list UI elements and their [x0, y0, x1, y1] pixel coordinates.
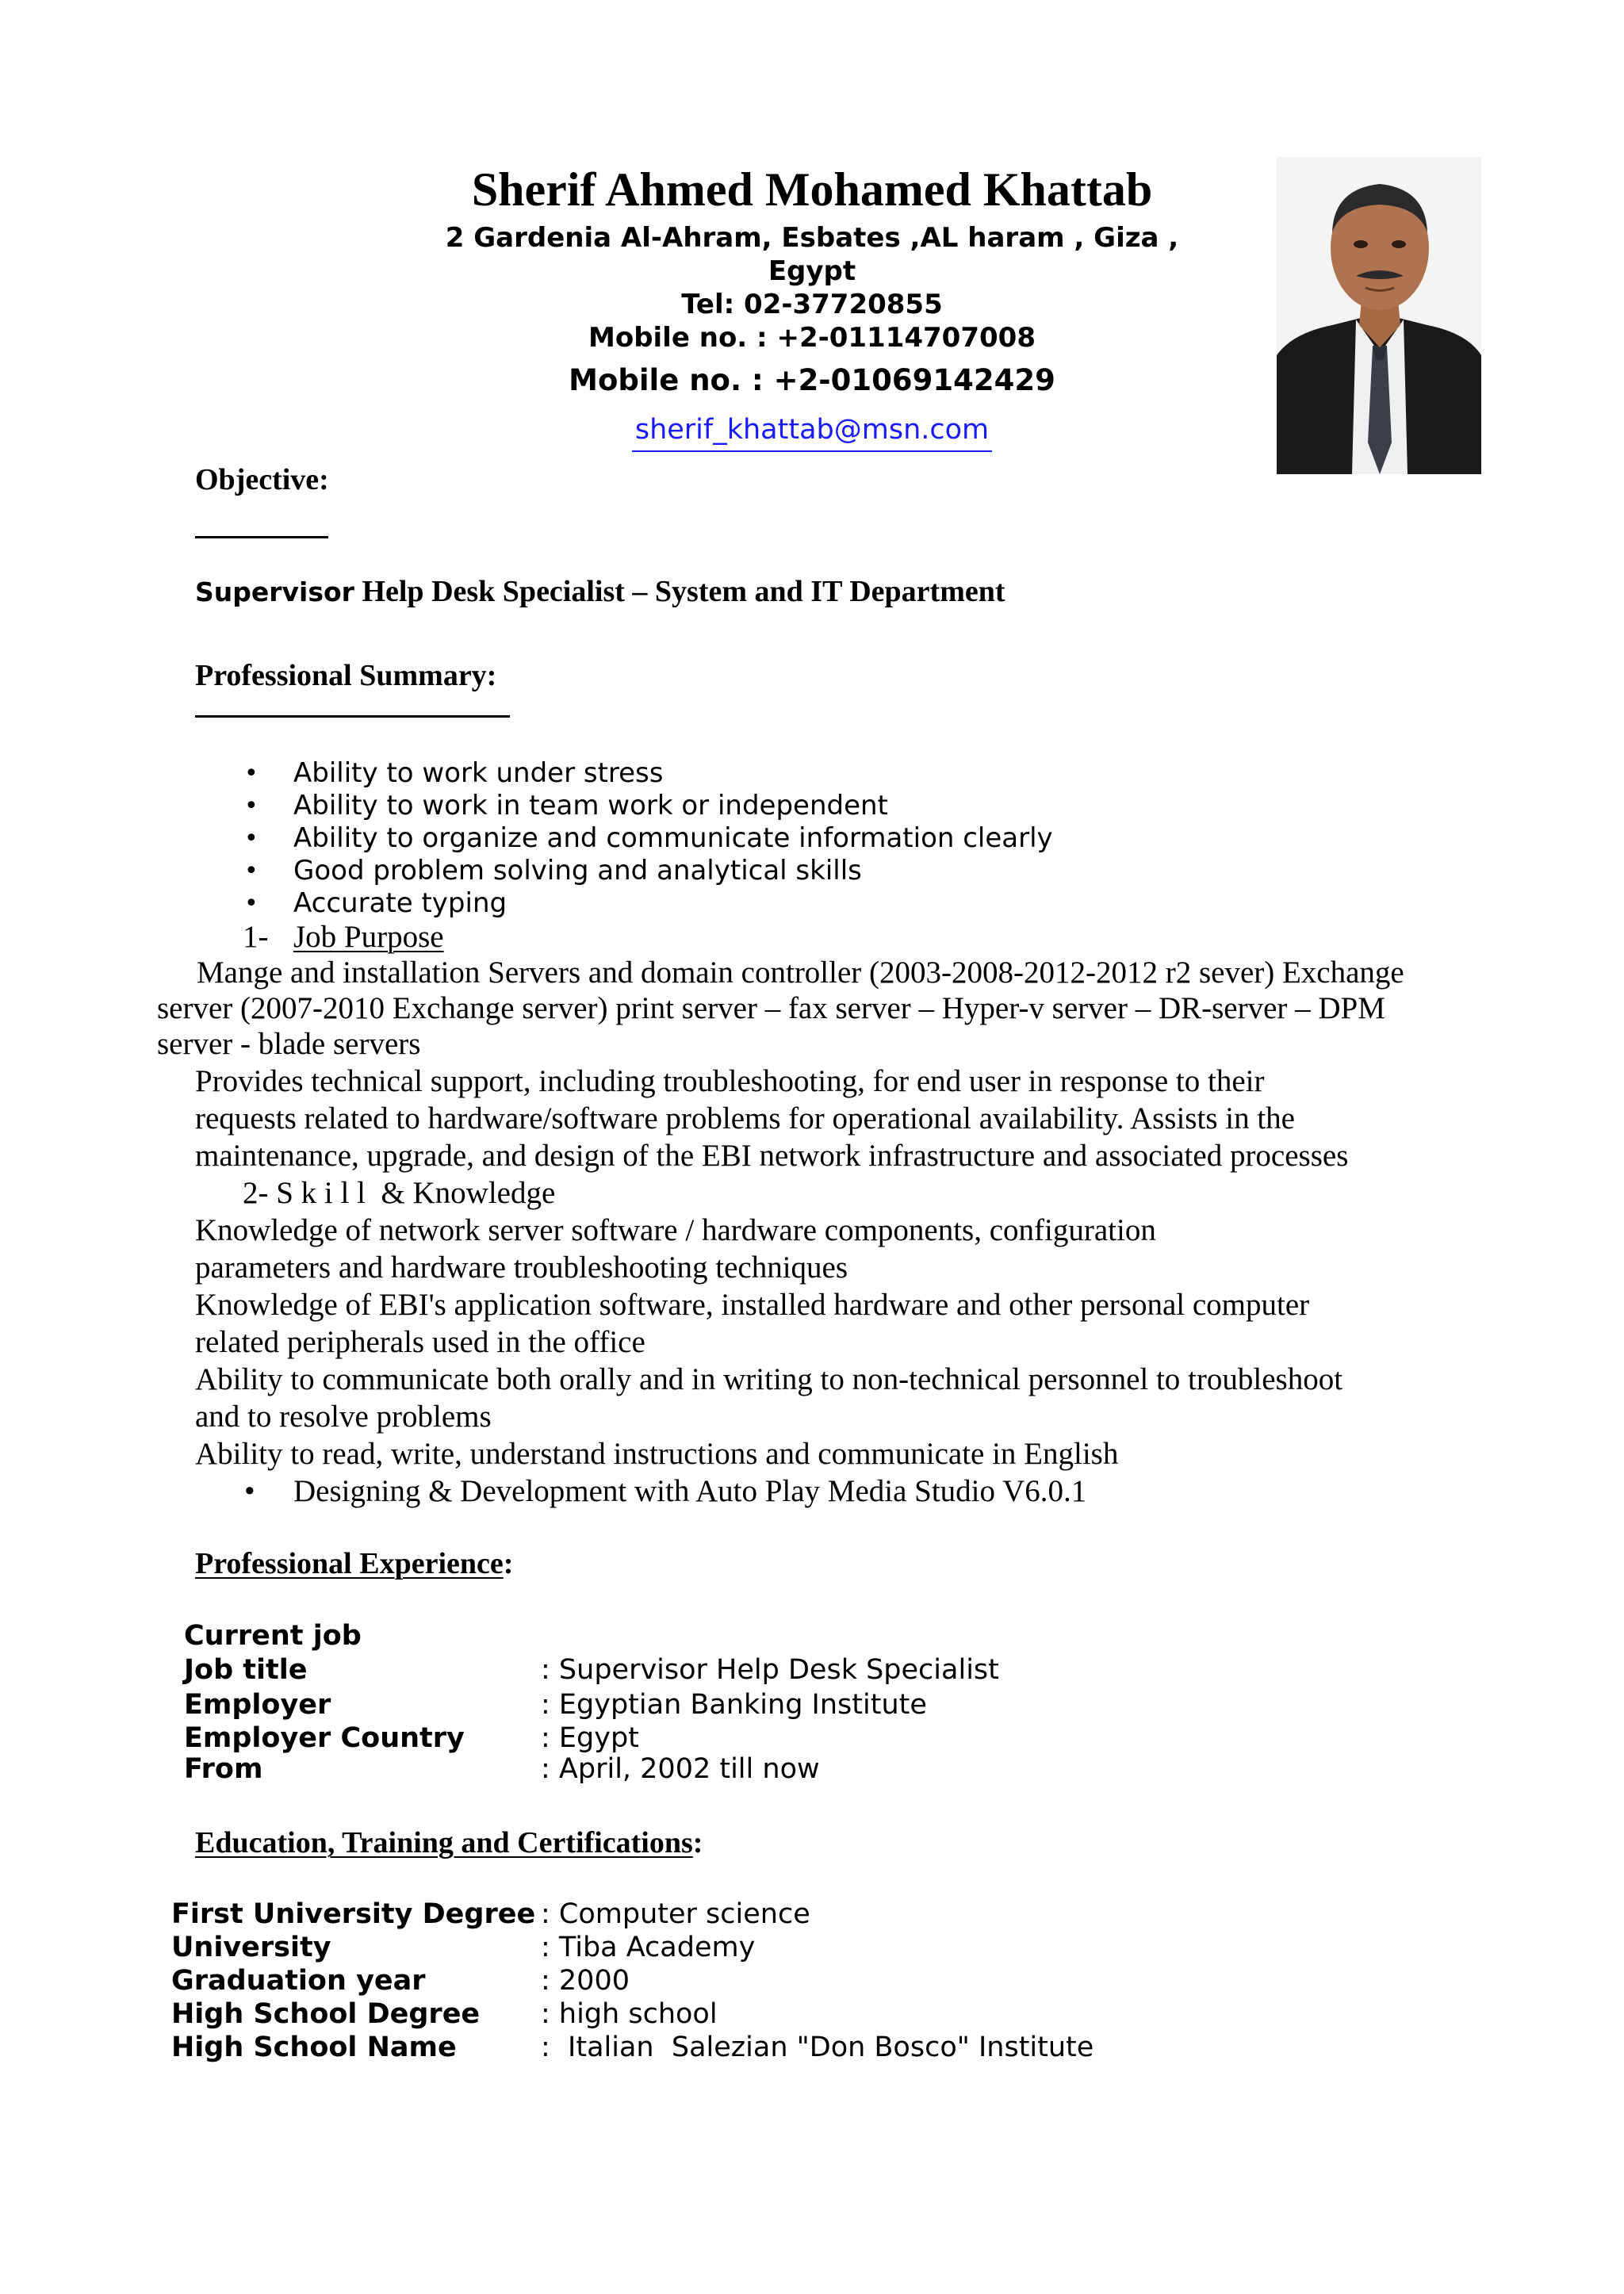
objective-line [195, 574, 1005, 609]
education-heading [195, 1825, 703, 1860]
current-job-label: Current job [184, 1620, 362, 1652]
job-purpose-line: Mange and installation Servers and domain controller (2003-2008-2012-2012 r2 sever) Exchange [197, 956, 1404, 990]
list-item: • Ability to organize and communicate information clearly [243, 822, 1053, 855]
first-degree-label: First University Degree [171, 1898, 536, 1930]
job-purpose-title: Job Purpose [293, 920, 444, 954]
job-title-value: : Supervisor Help Desk Specialist [541, 1654, 999, 1686]
job-title-label: Job title [184, 1654, 308, 1686]
list-item: • Ability to work in team work or independent [243, 790, 1053, 822]
list-item: • Ability to work under stress [243, 757, 1053, 790]
skill-line: parameters and hardware troubleshooting techniques [195, 1250, 848, 1285]
list-item: • Good problem solving and analytical skills [243, 855, 1053, 887]
skill-line: related peripherals used in the office [195, 1325, 645, 1359]
person-portrait-icon [1277, 157, 1481, 474]
graduation-year-label: Graduation year [171, 1965, 426, 1997]
education-heading-colon: : [692, 1826, 703, 1859]
high-school-name-value: : Italian Salezian "Don Bosco" Institute [541, 2032, 1094, 2063]
skill-line: and to resolve problems [195, 1400, 492, 1434]
profile-photo [1277, 157, 1481, 474]
employer-country-value: : Egypt [541, 1722, 639, 1754]
education-heading-text: Education, Training and Certifications [195, 1826, 693, 1859]
mobile-number-1: Mobile no. : +2-01114707008 [588, 322, 1036, 354]
from-label: From [184, 1753, 263, 1785]
skill-title: 2- S k i l l & Knowledge [243, 1176, 556, 1210]
address-line-2: Egypt [768, 255, 856, 287]
support-line: Provides technical support, including troubleshooting, for end user in response to their [195, 1064, 1265, 1098]
high-school-degree-value: : high school [541, 1998, 718, 2030]
objective-text: Help Desk Specialist – System and IT Department [354, 575, 1005, 608]
skill-line: Knowledge of network server software / hardware components, configuration [195, 1213, 1156, 1247]
job-purpose-line: server (2007-2010 Exchange server) print server – fax server – Hyper-v server – DR-server – DPM [157, 991, 1385, 1025]
bullet-icon: • [244, 1474, 255, 1508]
address-line-1: 2 Gardenia Al-Ahram, Esbates ,AL haram , Giza , [445, 222, 1179, 254]
telephone: Tel: 02-37720855 [681, 289, 943, 320]
objective-heading: Objective: [195, 463, 329, 496]
email-text[interactable]: sherif_khattab@msn.com [632, 414, 992, 452]
university-value: : Tiba Academy [541, 1932, 756, 1963]
support-line: maintenance, upgrade, and design of the EBI network infrastructure and associated processes [195, 1139, 1349, 1173]
university-label: University [171, 1932, 331, 1963]
high-school-degree-label: High School Degree [171, 1998, 481, 2030]
skill-line: Knowledge of EBI's application software, installed hardware and other personal computer [195, 1288, 1310, 1322]
summary-bullet-list [243, 757, 1053, 920]
job-purpose-number: 1- [243, 920, 269, 954]
employer-country-label: Employer Country [184, 1722, 465, 1754]
employer-label: Employer [184, 1689, 331, 1721]
high-school-name-label: High School Name [171, 2032, 457, 2063]
skill-line: Ability to read, write, understand instructions and communicate in English [195, 1437, 1119, 1471]
candidate-name: Sherif Ahmed Mohamed Khattab [471, 163, 1153, 216]
list-item: • Accurate typing [243, 887, 1053, 920]
experience-heading [195, 1546, 513, 1581]
experience-heading-colon: : [503, 1547, 514, 1580]
objective-prefix: Supervisor [195, 576, 354, 607]
graduation-year-value: : 2000 [541, 1965, 630, 1997]
job-purpose-line: server - blade servers [157, 1027, 421, 1061]
from-value: : April, 2002 till now [541, 1753, 820, 1785]
last-bullet-text: Designing & Development with Auto Play Media Studio V6.0.1 [293, 1474, 1087, 1508]
skill-line: Ability to communicate both orally and in writing to non-technical personnel to troubleshoot [195, 1362, 1343, 1396]
first-degree-value: : Computer science [541, 1898, 810, 1930]
mobile-number-2: Mobile no. : +2-01069142429 [569, 363, 1055, 397]
summary-heading: Professional Summary: [195, 659, 497, 692]
experience-heading-text: Professional Experience [195, 1547, 504, 1580]
employer-value: : Egyptian Banking Institute [541, 1689, 927, 1721]
objective-rule [195, 536, 328, 538]
summary-rule [195, 715, 510, 718]
support-line: requests related to hardware/software problems for operational availability. Assists in the [195, 1101, 1295, 1136]
